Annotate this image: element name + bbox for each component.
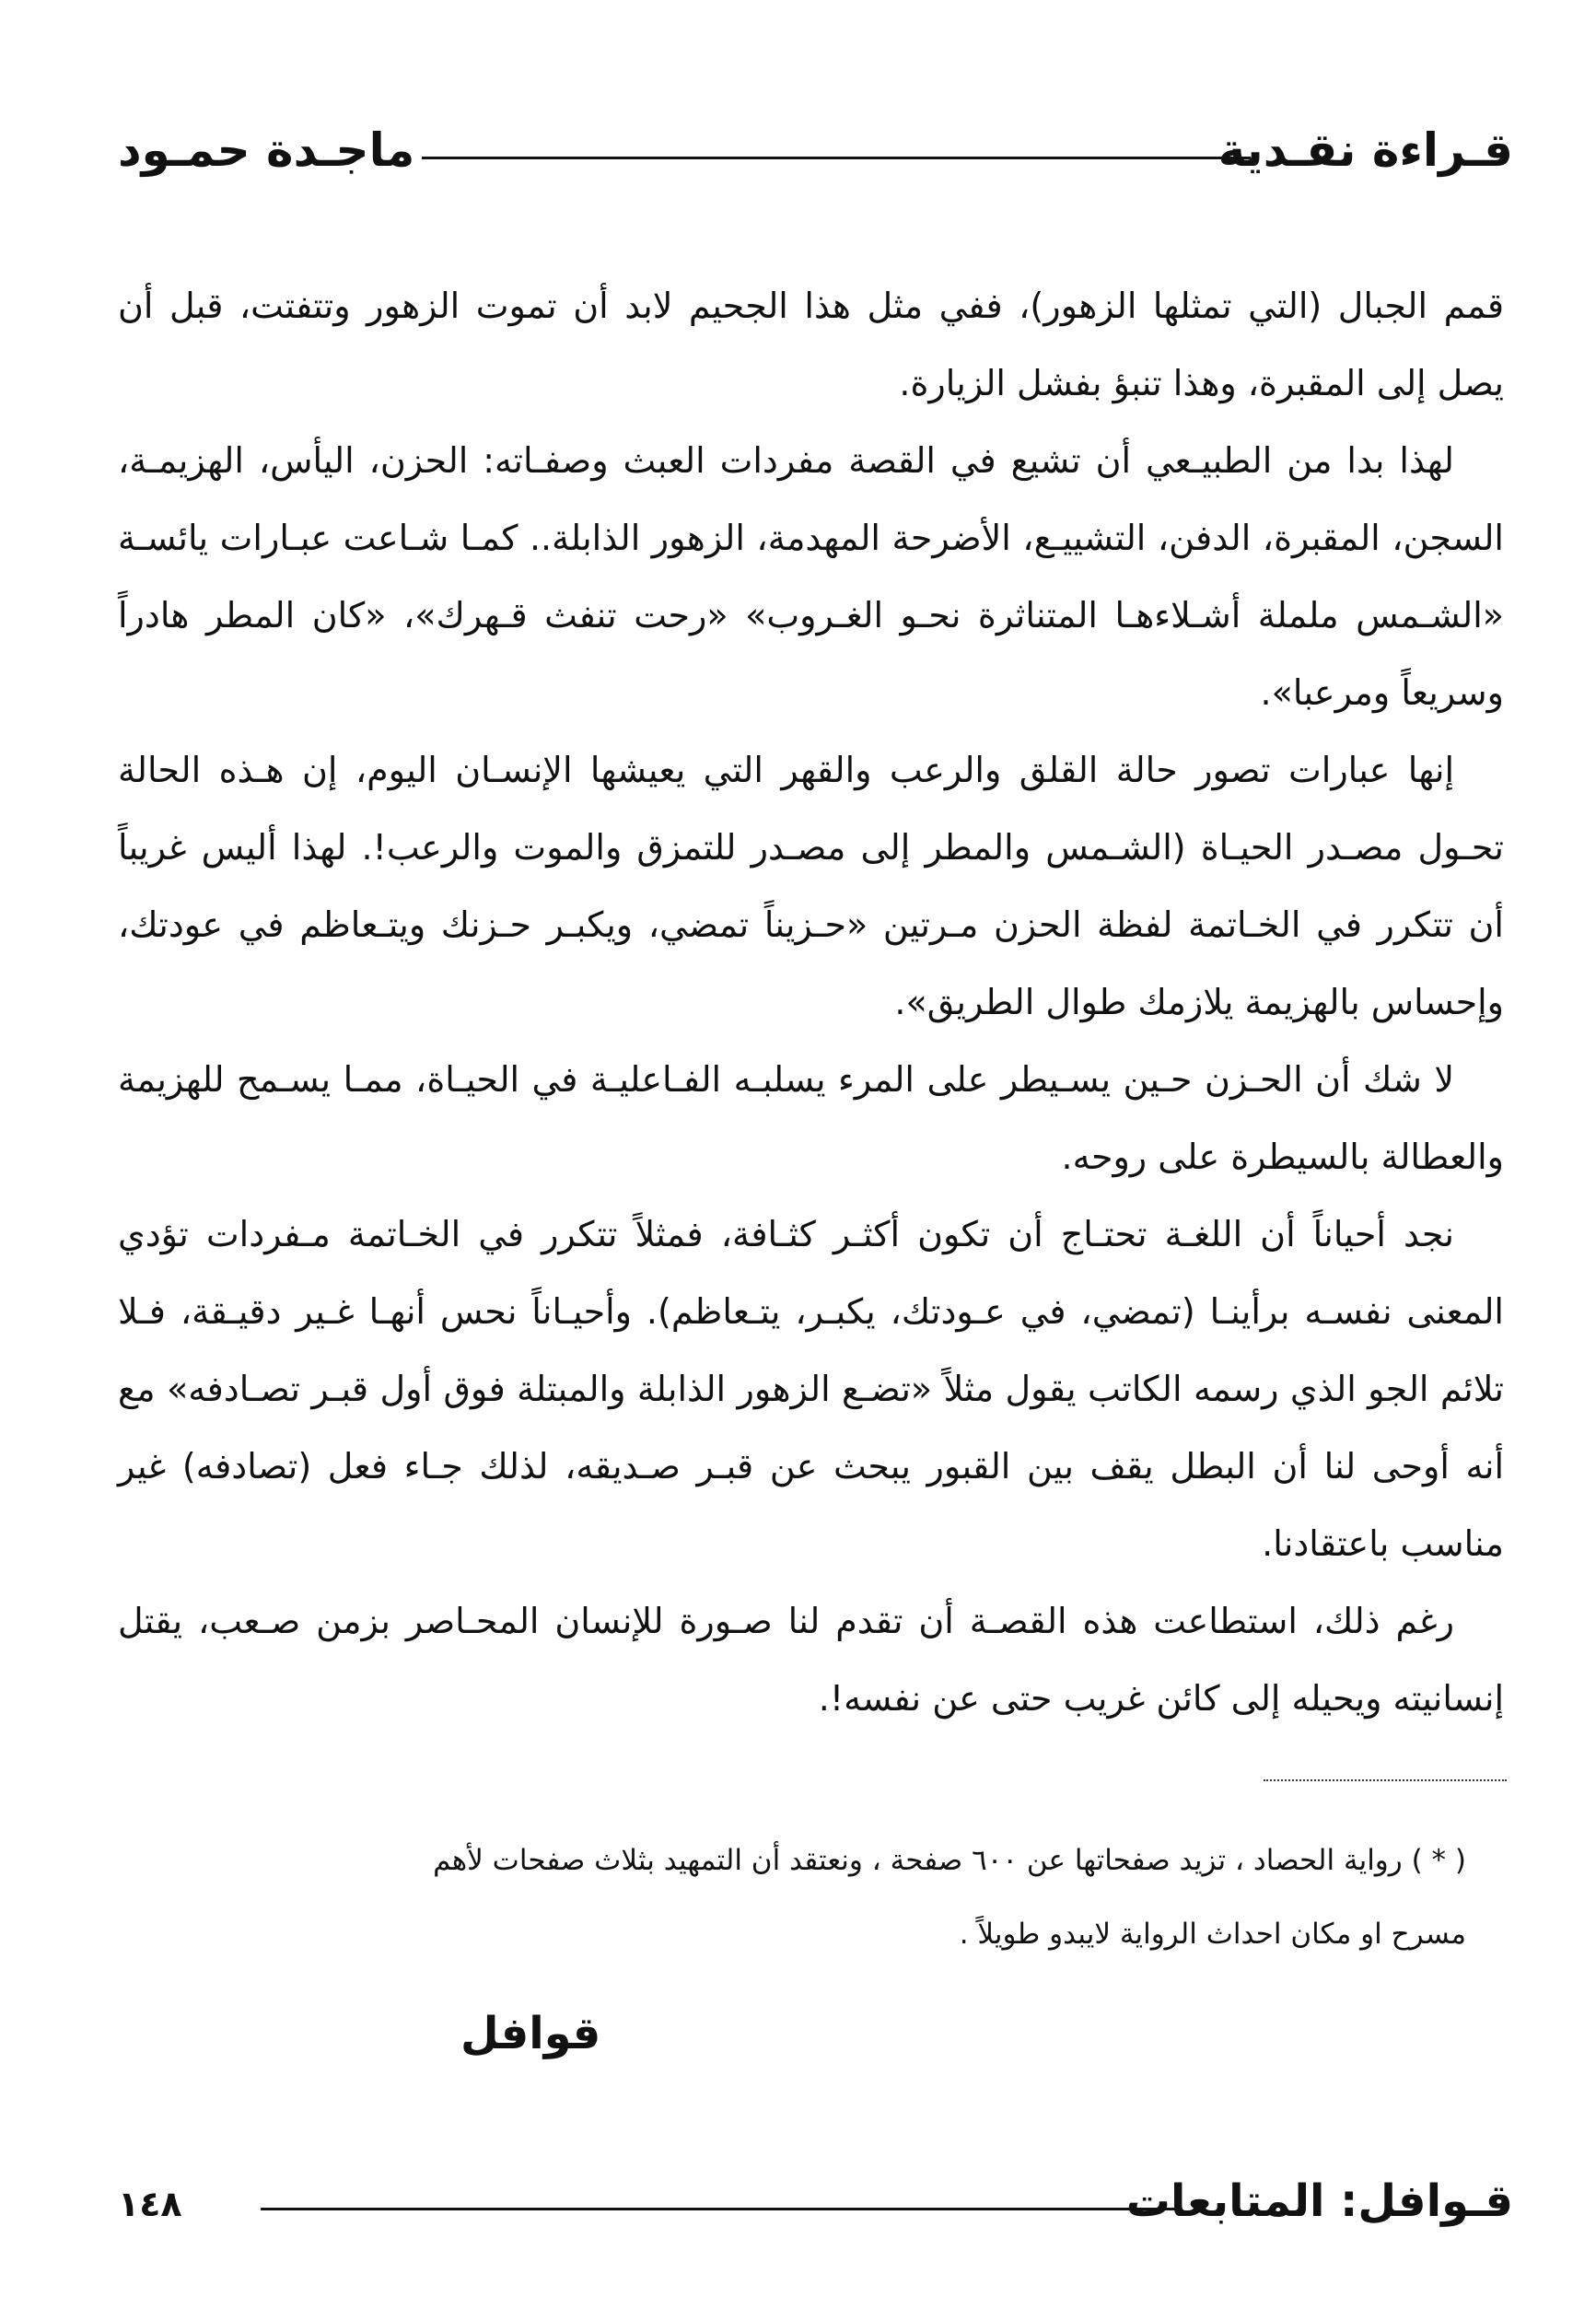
footer-divider	[261, 2208, 1182, 2210]
section-title: قـراءة نقـدية	[1217, 123, 1513, 177]
page-footer	[118, 2169, 1513, 2233]
paragraph: رغم ذلك، استطاعت هذه القصـة أن تقدم لنا صـورة للإنسان المحـاصر بزمن صـعب، يقتل إنسانيته ويحيله إلى كائن غريب حتى عن نفسه!.	[118, 1601, 1504, 1719]
article-body	[118, 267, 1504, 1737]
paragraph: نجد أحياناً أن اللغـة تحتـاج أن تكون أكثـر كثـافة، فمثلاً تتكرر في الخـاتمة مـفردات تؤدي المعنى نفسـه برأينـا (تمضي، في عـودتك، يكبـر، يتـعاظم). وأحيـاناً نحس أنهـا غـير دقيـقة، فـلا تلائم الجو الذي رسمه الكاتب يقول مثلاً «تضـع الزهور الذابلة والمبتلة فوق أول قبـر تصـادفه» مع أنه أوحى لنا أن البطل يقف بين القبور يبحث عن قبـر صـديقه، لذلك جـاء فعل (تصادفه) غير مناسب باعتقادنا.	[118, 1214, 1504, 1564]
journal-name: قـوافل: المتابعات	[1125, 2175, 1513, 2227]
header-divider	[422, 157, 1251, 159]
footnote-line: مسرح او مكان احداث الرواية لايبدو طويلاً .	[959, 1918, 1466, 1951]
paragraph: لا شك أن الحـزن حـين يسـيطر على المرء يسلبـه الفـاعليـة في الحيـاة، ممـا يسـمح للهزيمة والعطالة بالسيطرة على روحه.	[118, 1059, 1504, 1177]
paragraph: لهذا بدا من الطبيـعي أن تشيع في القصة مفردات العبث وصفـاته: الحزن، اليأس، الهزيمـة، السجن، المقبرة، الدفن، التشييـع، الأضرحة المهدمة، الزهور الذابلة.. كمـا شـاعت عبـارات يائسـة «الشـمس ململة أشـلاءهـا المتناثرة نحـو الغـروب» «رحت تنفث قـهرك»، «كان المطر هادراً وسريعاً ومرعبا».	[118, 440, 1504, 713]
footnote	[129, 1824, 1466, 1971]
paragraph: قمم الجبال (التي تمثلها الزهور)، ففي مثل هذا الجحيم لابد أن تموت الزهور وتتفتت، قبل أن يصل إلى المقبرة، وهذا تنبؤ بفشل الزيارة.	[118, 286, 1504, 403]
author-name: ماجـدة حمـود	[118, 123, 415, 177]
journal-stamp: قوافل	[460, 2008, 601, 2059]
footnote-line: ( * ) رواية الحصاد ، تزيد صفحاتها عن ٦٠٠ صفحة ، ونعتقد أن التمهيد بثلاث صفحات لأهم	[433, 1844, 1466, 1877]
page-number: ١٤٨	[118, 2184, 182, 2224]
page-header	[118, 118, 1513, 182]
paragraph: إنها عبارات تصور حالة القلق والرعب والقهر التي يعيشها الإنسـان اليوم، إن هـذه الحالة تحـول مصـدر الحيـاة (الشـمس والمطر إلى مصـدر للتمزق والموت والرعب!. لهذا أليس غريباً أن تتكرر في الخـاتمة لفظة الحزن مـرتين «حـزيناً تمضي، ويكبـر حـزنك ويتـعاظم في عودتك، وإحساس بالهزيمة يلازمك طوال الطريق».	[118, 750, 1504, 1022]
footnote-divider	[1264, 1779, 1507, 1781]
